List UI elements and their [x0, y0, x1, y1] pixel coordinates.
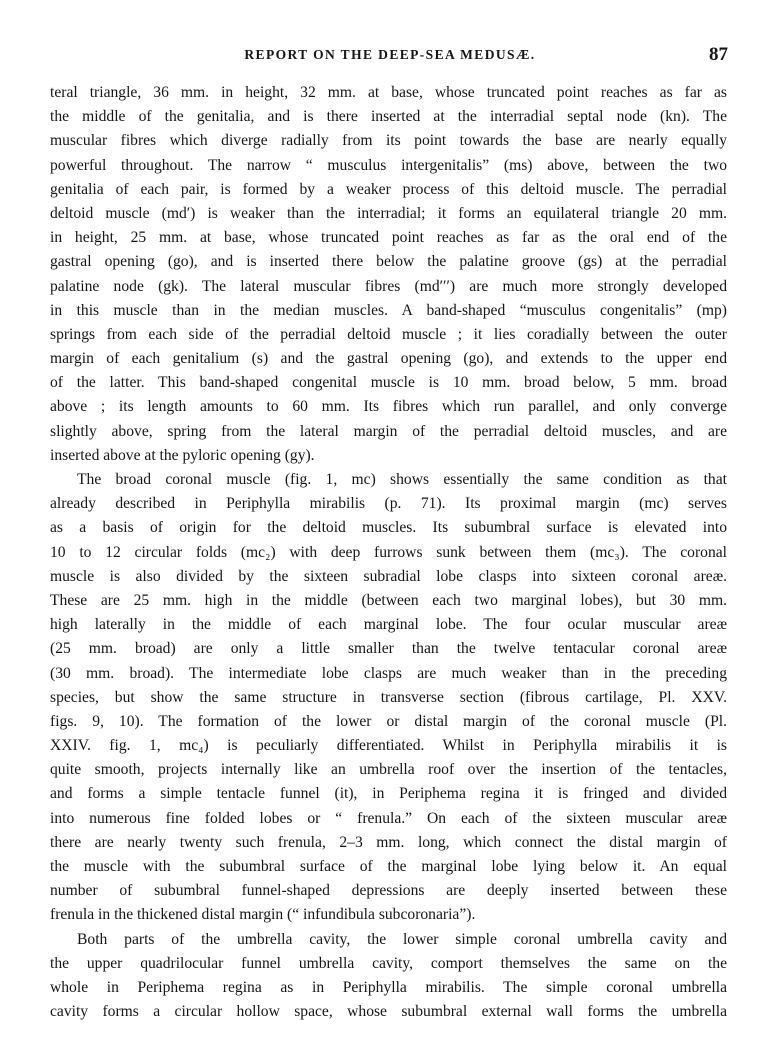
text-line: above ; its length amounts to 60 mm. Its fibres which run parallel, and only converge	[50, 398, 727, 416]
text-line: teral triangle, 36 mm. in height, 32 mm. at base, whose truncated point reaches as far as	[50, 84, 727, 101]
text-line: gastral opening (go), and is inserted there below the palatine groove (gs) at the perradial	[50, 253, 727, 271]
text-line: 10 to 12 circular folds (mc₂) with deep furrows sunk between them (mc₃). The coronal	[50, 543, 727, 561]
text-line: springs from each side of the perradial deltoid muscle ; it lies coradially between the outer	[50, 325, 727, 343]
text-line: figs. 9, 10). The formation of the lower or distal margin of the coronal muscle (Pl.	[50, 712, 727, 730]
text-line: slightly above, spring from the lateral margin of the perradial deltoid muscles, and are	[50, 422, 727, 440]
text-line: of the latter. This band-shaped congenital muscle is 10 mm. broad below, 5 mm. broad	[50, 374, 727, 392]
text-line: quite smooth, projects internally like an umbrella roof over the insertion of the tentacles,	[50, 761, 727, 779]
text-line: (30 mm. broad). The intermediate lobe clasps are much weaker than in the preceding	[50, 664, 727, 682]
paragraph-1	[50, 81, 727, 468]
page-number: 87	[709, 44, 728, 65]
text-line: deltoid muscle (md′) is weaker than the interradial; it forms an equilateral triangle 20 mm.	[50, 204, 727, 222]
paragraph-3	[50, 928, 727, 1025]
text-line: high laterally in the middle of each marginal lobe. The four ocular muscular areæ	[50, 616, 727, 634]
text-line: into numerous fine folded lobes or “ frenula.” On each of the sixteen muscular areæ	[50, 809, 727, 827]
text-line: inserted above at the pyloric opening (gy).	[50, 446, 315, 464]
text-line: in height, 25 mm. at base, whose truncated point reaches as far as the oral end of the	[50, 229, 727, 247]
running-title: REPORT ON THE DEEP-SEA MEDUSÆ.	[244, 47, 536, 62]
text-line: These are 25 mm. high in the middle (between each two marginal lobes), but 30 mm.	[50, 591, 727, 609]
text-line: number of subumbral funnel-shaped depressions are deeply inserted between these	[50, 882, 727, 900]
text-line: and forms a simple tentacle funnel (it), in Periphema regina it is fringed and divided	[50, 785, 727, 803]
text-line: frenula in the thickened distal margin (“ infundibula subcoronaria”).	[50, 906, 476, 924]
text-line: (25 mm. broad) are only a little smaller than the twelve tentacular coronal areæ	[50, 640, 727, 658]
text-line: the muscle with the subumbral surface of the marginal lobe lying below it. An equal	[50, 858, 727, 875]
text-line: the middle of the genitalia, and is there inserted at the interradial septal node (kn). The	[50, 108, 727, 126]
text-line: XXIV. fig. 1, mc₄) is peculiarly differentiated. Whilst in Periphylla mirabilis it is	[50, 737, 727, 755]
text-line: already described in Periphylla mirabilis (p. 71). Its proximal margin (mc) serves	[50, 495, 727, 513]
text-line: as a basis of origin for the deltoid muscles. Its subumbral surface is elevated into	[50, 519, 727, 537]
text-line: Both parts of the umbrella cavity, the lower simple coronal umbrella cavity and	[77, 930, 727, 948]
paragraph-2	[50, 468, 727, 928]
text-line: genitalia of each pair, is formed by a weaker process of this deltoid muscle. The perradial	[50, 180, 727, 198]
text-line: species, but show the same structure in transverse section (fibrous cartilage, Pl. XXV.	[50, 688, 727, 706]
text-line: margin of each genitalium (s) and the gastral opening (go), and extends to the upper end	[50, 350, 727, 368]
body-text	[50, 81, 727, 1024]
page-header	[50, 44, 730, 68]
text-line: The broad coronal muscle (fig. 1, mc) shows essentially the same condition as that	[77, 471, 727, 488]
text-line: the upper quadrilocular funnel umbrella cavity, comport themselves the same on the	[50, 954, 727, 972]
text-line: powerful throughout. The narrow “ musculus intergenitalis” (ms) above, between the two	[50, 156, 727, 174]
text-line: in this muscle than in the median muscles. A band-shaped “musculus congenitalis” (mp)	[50, 301, 727, 319]
text-line: muscle is also divided by the sixteen subradial lobe clasps into sixteen coronal areæ.	[50, 567, 727, 585]
text-line: palatine node (gk). The lateral muscular fibres (md′′′) are much more strongly developed	[50, 277, 727, 295]
text-line: muscular fibres which diverge radially from its point towards the base are nearly equally	[50, 132, 727, 150]
text-line: cavity forms a circular hollow space, whose subumbral external wall forms the umbrella	[50, 1003, 727, 1021]
text-line: there are nearly twenty such frenula, 2–3 mm. long, which connect the distal margin of	[50, 833, 727, 851]
text-line: whole in Periphema regina as in Periphylla mirabilis. The simple coronal umbrella	[50, 978, 727, 996]
